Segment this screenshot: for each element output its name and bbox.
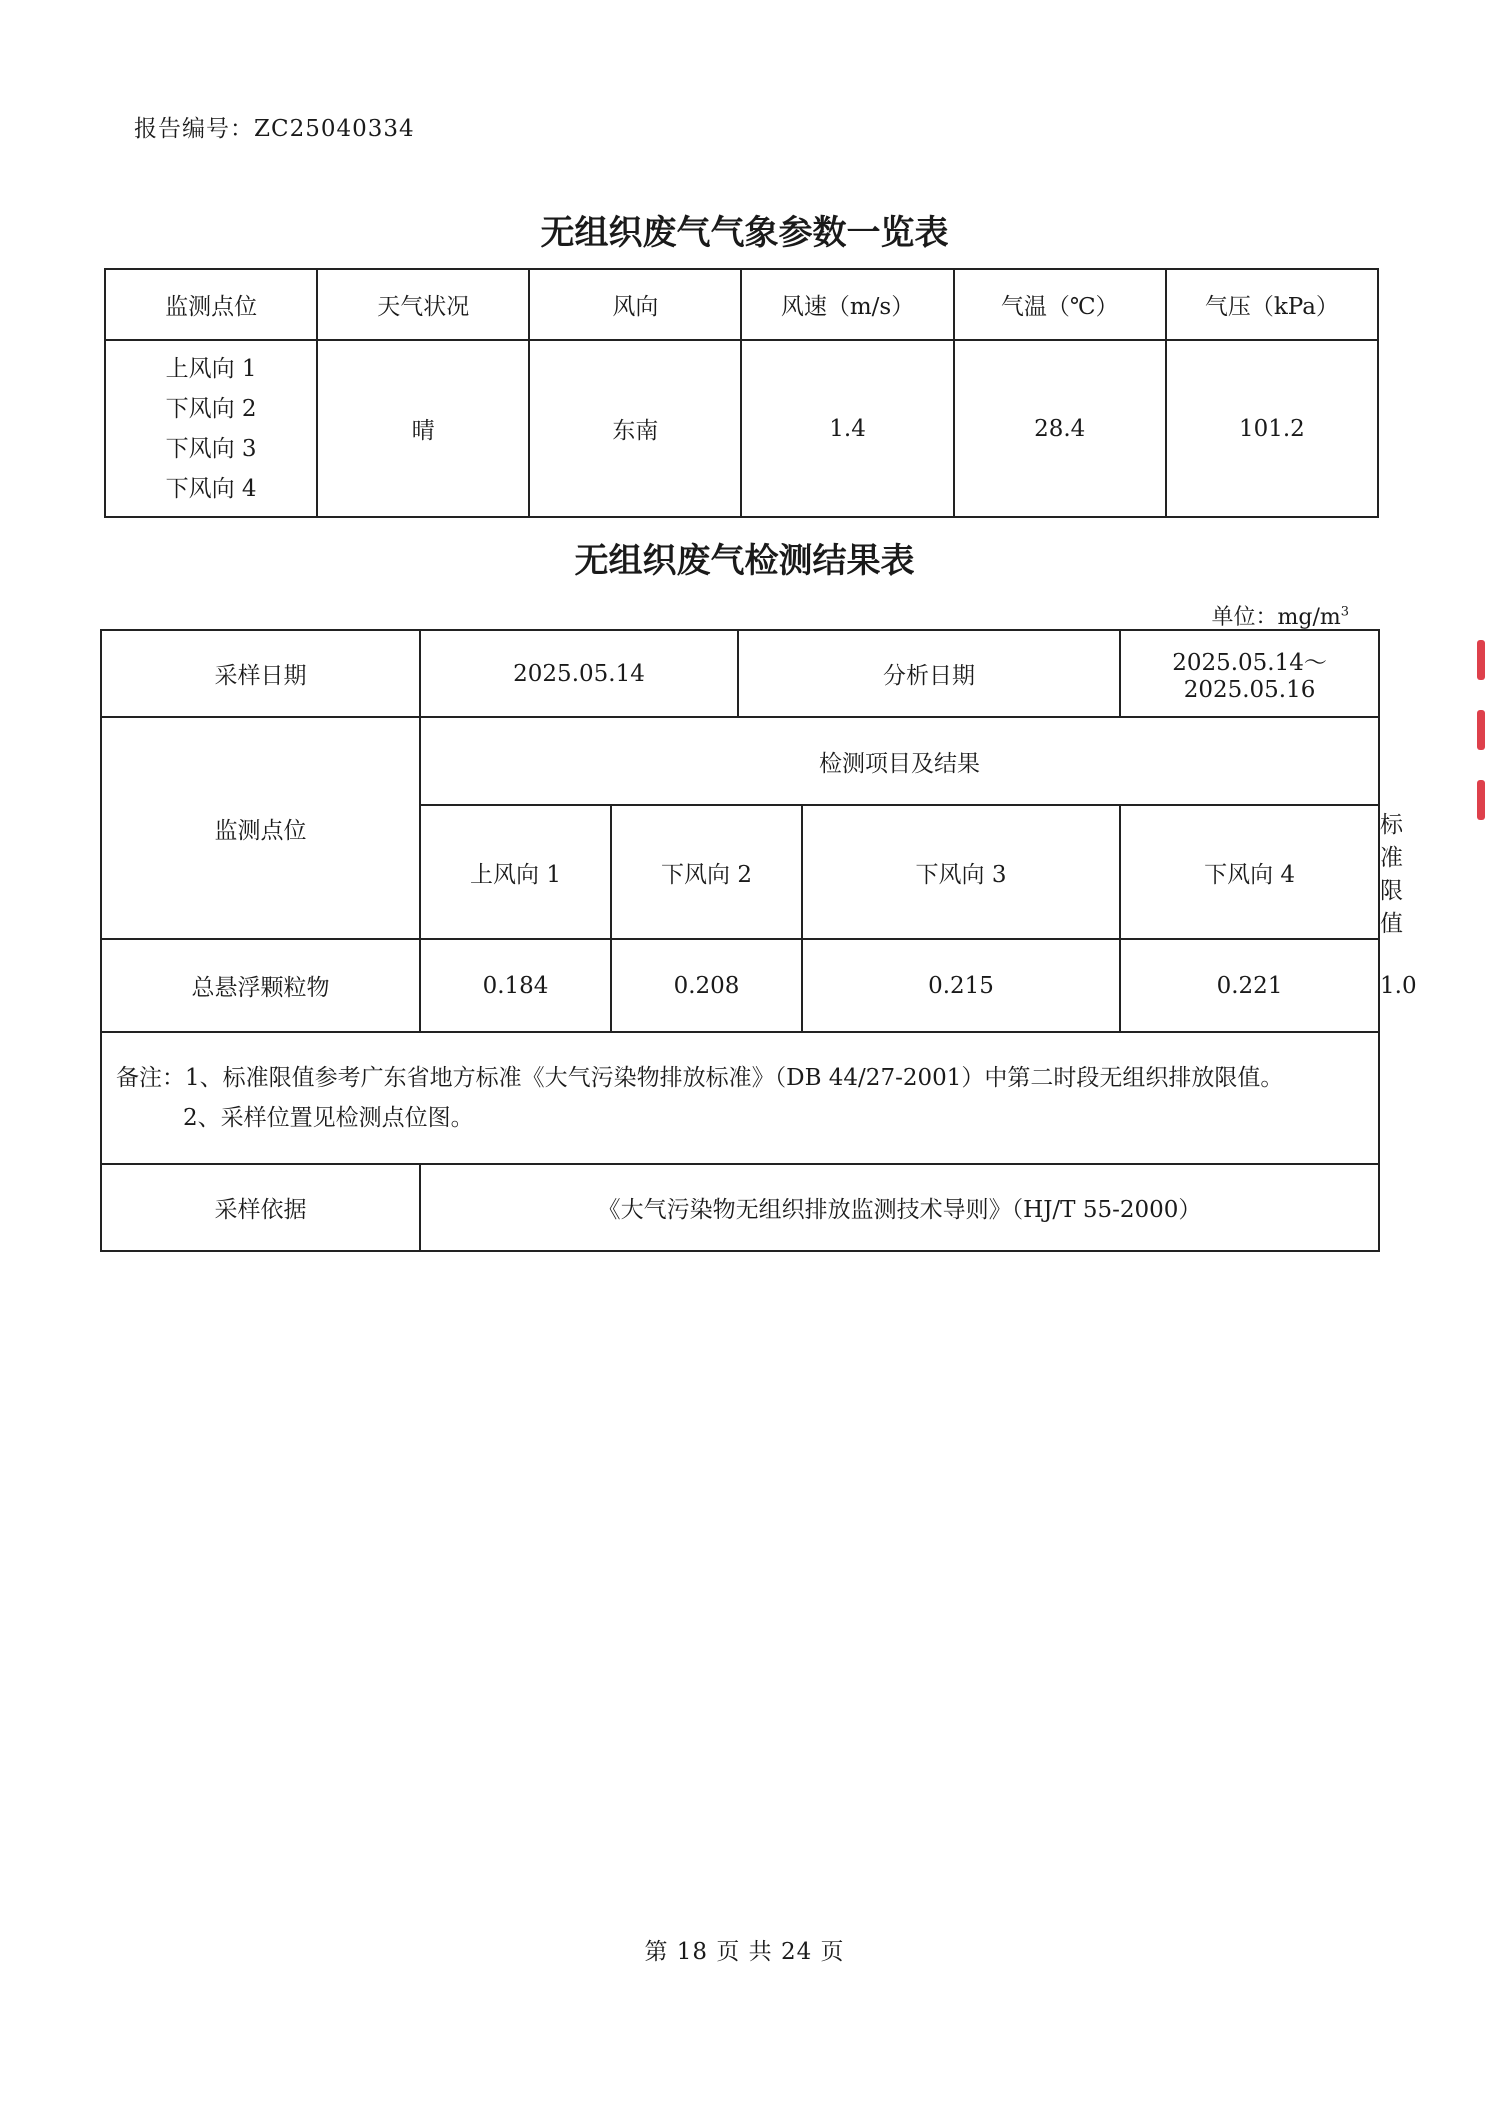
subcolumn-header: 下风向 3 — [802, 805, 1120, 939]
station-item: 上风向 1 — [165, 355, 257, 382]
basis-label: 采样依据 — [101, 1164, 420, 1251]
note-1-text: 标准限值参考广东省地方标准《大气污染物排放标准》（DB 44/27-2001）中第二时段无组织排放限值。 — [222, 1065, 1284, 1091]
weather-values-row — [105, 340, 1378, 517]
station-item: 下风向 3 — [165, 435, 257, 462]
station-item: 下风向 4 — [165, 475, 257, 502]
analysis-date: 2025.05.14～2025.05.16 — [1120, 630, 1379, 717]
red-stamp-edge — [1477, 640, 1489, 890]
notes-cell — [101, 1032, 1379, 1164]
station-list-cell — [105, 340, 317, 517]
report-number-label: 报告编号： — [134, 116, 254, 142]
analysis-date-label: 分析日期 — [738, 630, 1120, 717]
weather-col-header: 风向 — [529, 269, 741, 340]
weather-col-header: 气温（℃） — [954, 269, 1166, 340]
items-header-row — [101, 717, 1379, 805]
unit-exponent: 3 — [1340, 604, 1349, 620]
temperature: 28.4 — [954, 340, 1166, 517]
date-row — [101, 630, 1379, 717]
result-row: 总悬浮颗粒物 0.184 0.208 0.215 0.221 1.0 — [101, 939, 1379, 1032]
weather-col-header: 天气状况 — [317, 269, 529, 340]
report-number — [134, 110, 415, 143]
results-table — [100, 629, 1417, 1252]
weather-col-header: 气压（kPa） — [1166, 269, 1378, 340]
weather-condition: 晴 — [317, 340, 529, 517]
wind-direction: 东南 — [529, 340, 741, 517]
weather-table-title: 无组织废气气象参数一览表 — [540, 213, 949, 253]
weather-col-header: 风速（m/s） — [741, 269, 953, 340]
station-item: 下风向 2 — [165, 395, 257, 422]
results-table-title: 无组织废气检测结果表 — [574, 541, 915, 581]
stamp-fragment — [1477, 710, 1485, 750]
unit-label — [1212, 600, 1350, 631]
notes — [102, 1058, 1378, 1138]
notes-row — [101, 1032, 1379, 1164]
stamp-fragment — [1477, 640, 1485, 680]
subcolumn-row: 上风向 1 下风向 2 下风向 3 下风向 4 标准限值 — [101, 805, 1379, 939]
sampling-date: 2025.05.14 — [420, 630, 738, 717]
unit-text: 单位：mg/m — [1211, 605, 1341, 630]
result-value: 0.215 — [802, 939, 1120, 1032]
point-label: 监测点位 — [101, 717, 420, 939]
subcolumn-header: 下风向 4 — [1120, 805, 1379, 939]
wind-speed: 1.4 — [741, 340, 953, 517]
result-value: 0.184 — [420, 939, 611, 1032]
weather-table — [104, 268, 1379, 518]
sampling-date-label: 采样日期 — [101, 630, 420, 717]
result-item-name: 总悬浮颗粒物 — [101, 939, 420, 1032]
note-lead: 备注：1、 — [116, 1065, 223, 1091]
basis-text: 《大气污染物无组织排放监测技术导则》（HJ/T 55-2000） — [420, 1164, 1379, 1251]
weather-col-header: 监测点位 — [105, 269, 317, 340]
note-2: 2、采样位置见检测点位图。 — [183, 1105, 474, 1131]
page-number: 第 18 页 共 24 页 — [644, 1939, 845, 1965]
weather-header-row — [105, 269, 1378, 340]
stamp-fragment — [1477, 780, 1485, 820]
pressure: 101.2 — [1166, 340, 1378, 517]
report-number-value: ZC25040334 — [254, 116, 415, 142]
subcolumn-header: 下风向 2 — [611, 805, 802, 939]
result-value: 0.221 — [1120, 939, 1379, 1032]
basis-row — [101, 1164, 1379, 1251]
items-label: 检测项目及结果 — [420, 717, 1379, 805]
note-1 — [116, 1058, 1368, 1098]
subcolumn-header: 上风向 1 — [420, 805, 611, 939]
result-value: 0.208 — [611, 939, 802, 1032]
